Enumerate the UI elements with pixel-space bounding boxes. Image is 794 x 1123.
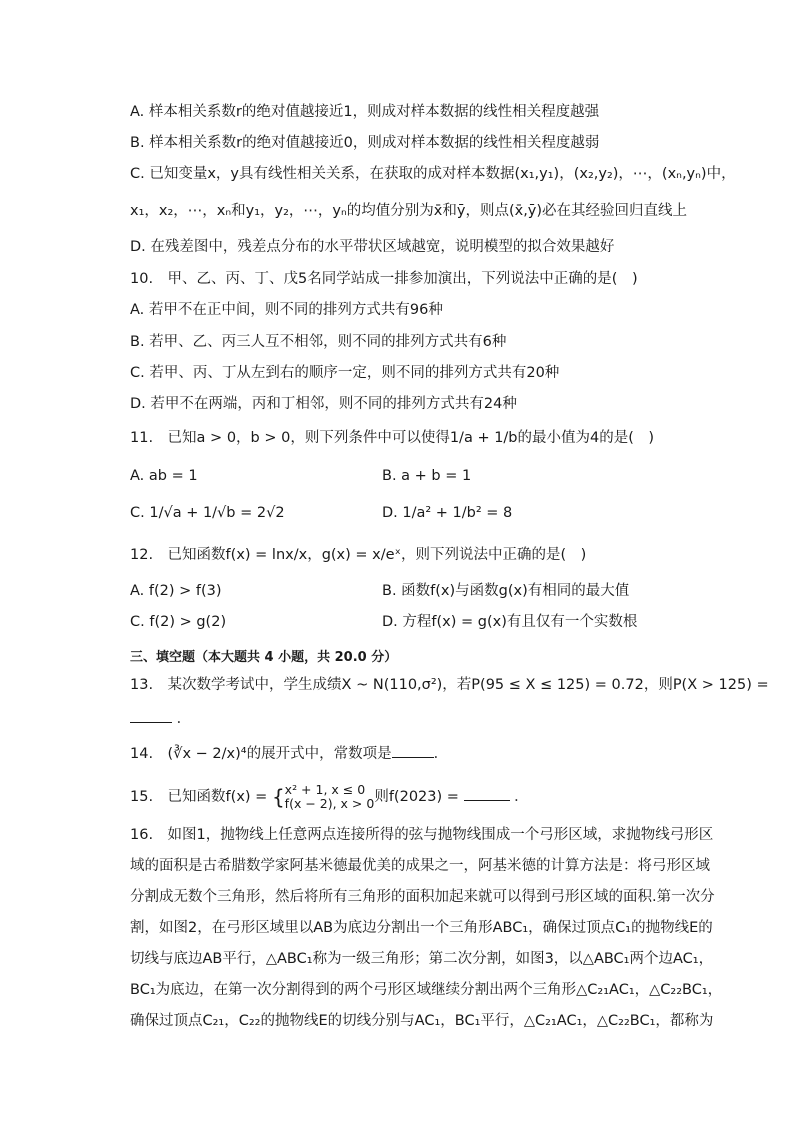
q13-period: ． bbox=[176, 711, 192, 727]
q10-stem: 10. 甲、乙、丙、丁、戊5名同学站成一排参加演出，下列说法中正确的是( ) bbox=[130, 271, 638, 287]
q15-brace: { bbox=[271, 785, 285, 809]
q9-option-a: A. 样本相关系数r的绝对值越接近1，则成对样本数据的线性相关程度越强 bbox=[130, 104, 600, 120]
q16-line1: 16. 如图1，抛物线上任意两点连接所得的弦与抛物线围成一个弓形区域，求抛物线弓形区 bbox=[130, 827, 714, 843]
q16-line6: BC₁为底边，在第一次分割得到的两个弓形区域继续分割出两个三角形△C₂₁AC₁，△C₂₂BC₁， bbox=[130, 982, 723, 998]
q15-case2: f(x − 2), x > 0 bbox=[284, 796, 375, 811]
q14-answer-blank bbox=[392, 743, 434, 758]
q15-answer-blank bbox=[464, 786, 510, 801]
q16-line2: 域的面积是古希腊数学家阿基米德最优美的成果之一，阿基米德的计算方法是：将弓形区域 bbox=[130, 858, 710, 874]
q10-option-a: A. 若甲不在正中间，则不同的排列方式共有96种 bbox=[130, 302, 443, 318]
q15-case1: x² + 1, x ≤ 0 bbox=[284, 782, 366, 797]
section-header-fill-in: 三、填空题（本大题共 4 小题，共 20.0 分） bbox=[130, 650, 398, 665]
q9-option-c-line1: C. 已知变量x，y具有线性相关关系，在获取的成对样本数据(x₁,y₁)，(x₂,y₂)，⋯，(xₙ,yₙ)中， bbox=[130, 166, 736, 182]
q11-option-b: B. a + b = 1 bbox=[382, 468, 472, 484]
q15-period: ． bbox=[514, 789, 529, 805]
q14-period: ． bbox=[433, 746, 449, 762]
q9-option-d: D. 在残差图中，残差点分布的水平带状区域越宽，说明模型的拟合效果越好 bbox=[130, 239, 615, 255]
q16-line3: 分割成无数个三角形，然后将所有三角形的面积加起来就可以得到弓形区域的面积.第一次分 bbox=[130, 889, 715, 905]
q13-line1: 13. 某次数学考试中，学生成绩X ~ N(110,σ²)，若P(95 ≤ X ≤ 125) = 0.72，则P(X > 125) = bbox=[130, 677, 769, 693]
q11-option-a: A. ab = 1 bbox=[130, 468, 198, 484]
q10-option-b: B. 若甲、乙、丙三人互不相邻，则不同的排列方式共有6种 bbox=[130, 334, 507, 350]
q12-option-d: D. 方程f(x) = g(x)有且仅有一个实数根 bbox=[382, 614, 638, 630]
q14-line bbox=[130, 743, 448, 764]
q12-stem: 12. 已知函数f(x) = lnx/x，g(x) = x/eˣ，则下列说法中正确的是( ) bbox=[130, 547, 587, 563]
q12-option-c: C. f(2) > g(2) bbox=[130, 614, 227, 630]
q9-option-b: B. 样本相关系数r的绝对值越接近0，则成对样本数据的线性相关程度越弱 bbox=[130, 135, 600, 151]
q16-line4: 割，如图2，在弓形区域里以AB为底边分割出一个三角形ABC₁，确保过顶点C₁的抛物线E的 bbox=[130, 920, 713, 936]
q15-text: 15. 已知函数f(x) = bbox=[130, 789, 268, 805]
q13-line2 bbox=[130, 708, 191, 729]
q9-option-c-line2: x₁，x₂，⋯，xₙ和y₁，y₂，⋯，yₙ的均值分别为x̄和ȳ，则点(x̄,ȳ)必在其经验回归直线上 bbox=[130, 203, 688, 219]
q11-option-c: C. 1/√a + 1/√b = 2√2 bbox=[130, 505, 285, 521]
q10-option-d: D. 若甲不在两端，丙和丁相邻，则不同的排列方式共有24种 bbox=[130, 396, 517, 412]
q12-option-b: B. 函数f(x)与函数g(x)有相同的最大值 bbox=[382, 583, 630, 599]
q16-line5: 切线与底边AB平行，△ABC₁称为一级三角形；第二次分割，如图3，以△ABC₁两个边AC₁， bbox=[130, 951, 714, 967]
q10-option-c: C. 若甲、丙、丁从左到右的顺序一定，则不同的排列方式共有20种 bbox=[130, 365, 560, 381]
q15-middle: 则f(2023) = bbox=[374, 789, 459, 805]
q15-piecewise bbox=[285, 783, 375, 811]
q13-answer-blank bbox=[130, 708, 172, 723]
q11-stem: 11. 已知a > 0，b > 0，则下列条件中可以使得1/a + 1/b的最小值为4的是( ) bbox=[130, 430, 655, 446]
q14-text: 14. (∛x − 2/x)⁴的展开式中，常数项是 bbox=[130, 746, 392, 762]
q11-option-d: D. 1/a² + 1/b² = 8 bbox=[382, 505, 513, 521]
q12-option-a: A. f(2) > f(3) bbox=[130, 583, 222, 599]
q15-line bbox=[130, 783, 529, 811]
q16-line7: 确保过顶点C₂₁，C₂₂的抛物线E的切线分别与AC₁，BC₁平行，△C₂₁AC₁，△C₂₂BC₁，都称为 bbox=[130, 1013, 714, 1029]
